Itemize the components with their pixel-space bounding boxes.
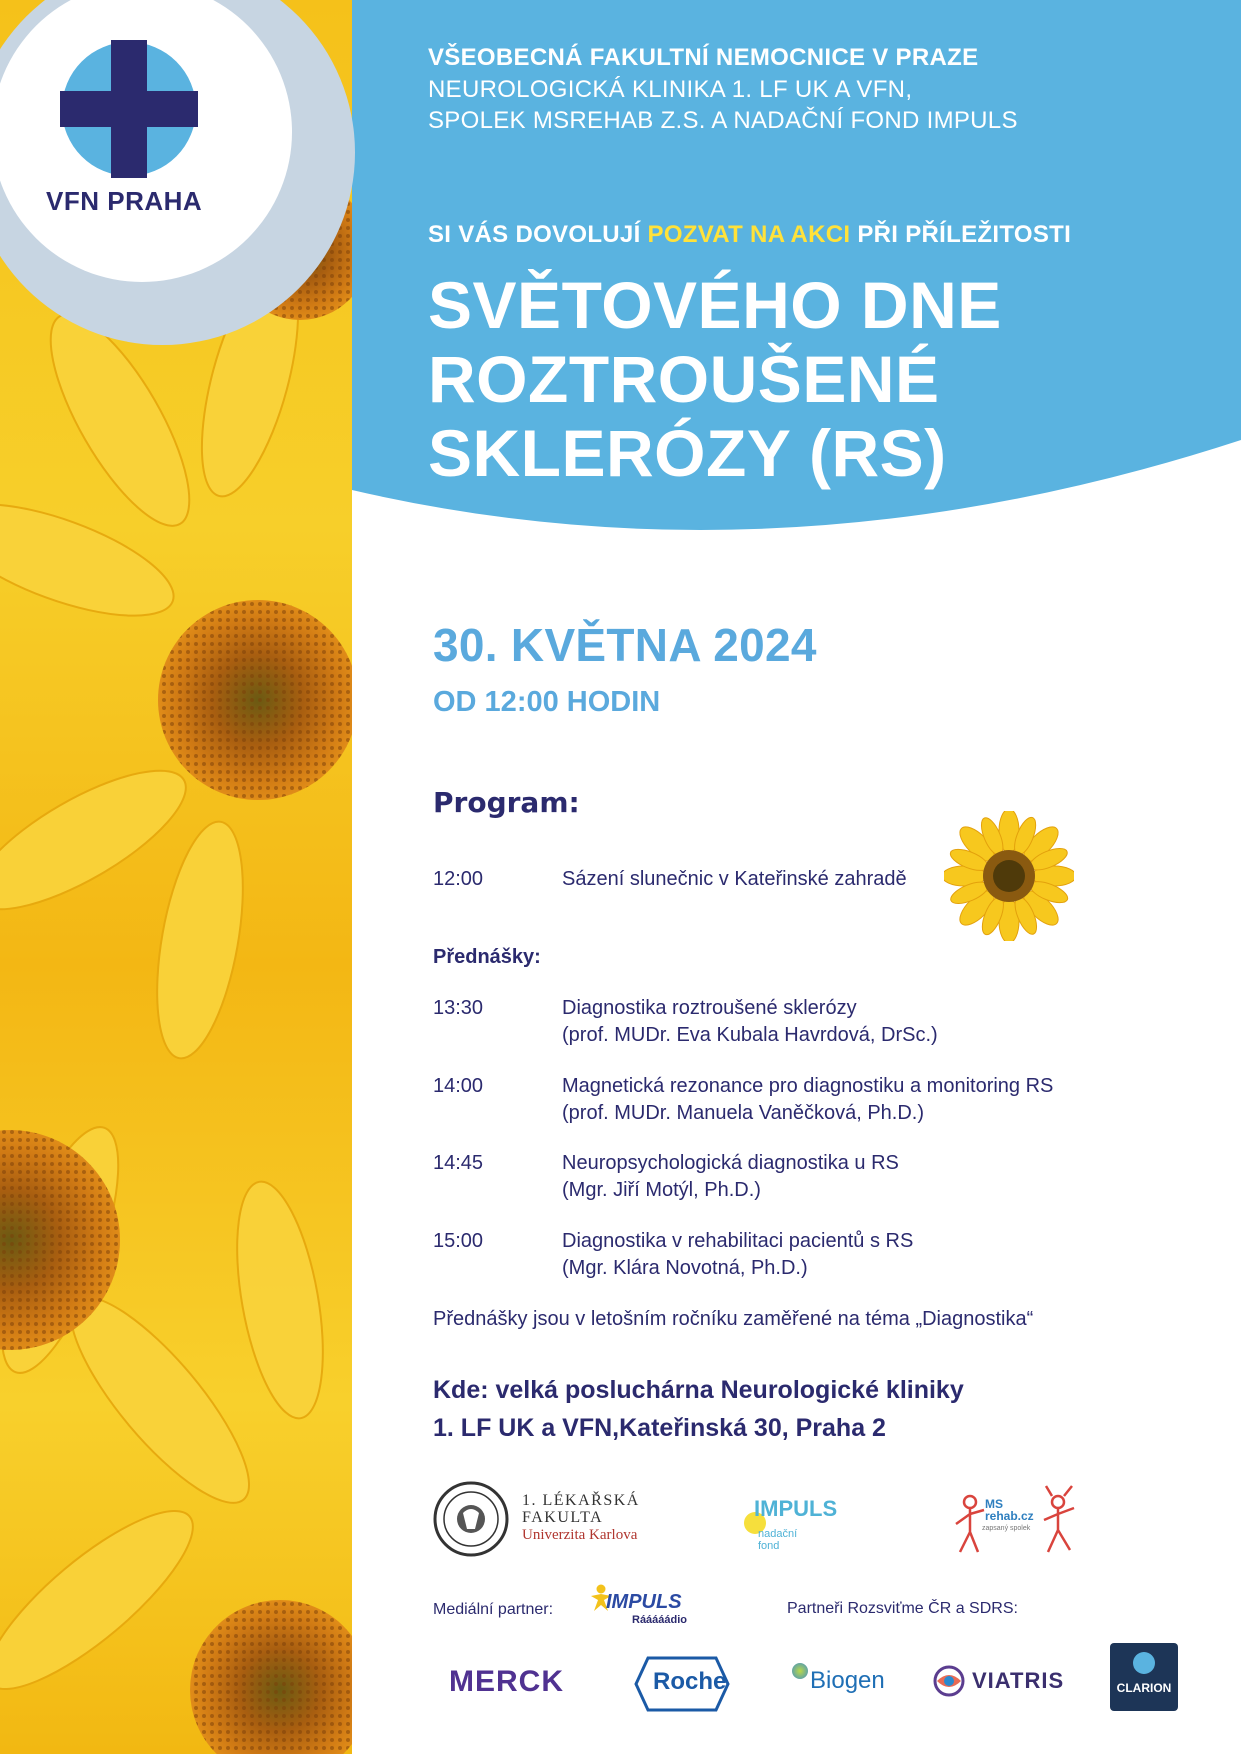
lecture-time: 14:45 bbox=[433, 1152, 484, 1174]
lecture-time: 15:00 bbox=[433, 1230, 484, 1252]
impuls-fund-name: IMPULS bbox=[754, 1496, 838, 1521]
lecture-details bbox=[562, 997, 938, 1047]
impuls-fund-sub bbox=[758, 1528, 797, 1552]
impuls-sub-2: fond bbox=[758, 1540, 780, 1552]
org-line-1: VŠEOBECNÁ FAKULTNÍ NEMOCNICE V PRAZE bbox=[428, 44, 979, 71]
title-line-3: SKLERÓZY (RS) bbox=[428, 416, 947, 490]
lecture-speaker: (Mgr. Jiří Motýl, Ph.D.) bbox=[562, 1179, 761, 1201]
lf-name-line-3: Univerzita Karlova bbox=[522, 1527, 638, 1543]
lf-uk-seal-icon bbox=[433, 1481, 509, 1557]
lecture-time: 14:00 bbox=[433, 1075, 484, 1097]
impuls-sub-1: nadační bbox=[758, 1528, 798, 1540]
radio-sub: Rááááádio bbox=[632, 1614, 688, 1626]
lf-name-line-2: FAKULTA bbox=[522, 1509, 604, 1526]
program-note: Přednášky jsou v letošním ročníku zaměřené na téma „Diagnostika“ bbox=[433, 1308, 1034, 1330]
msrehab-sub: zapsaný spolek bbox=[982, 1525, 1031, 1532]
org-line-3: SPOLEK MSREHAB Z.S. A NADAČNÍ FOND IMPULS bbox=[428, 107, 1018, 134]
invite-highlight: POZVAT NA AKCI bbox=[647, 221, 851, 248]
title-line-1: SVĚTOVÉHO DNE bbox=[428, 268, 1002, 342]
event-title bbox=[428, 268, 1002, 490]
lecture-title: Diagnostika v rehabilitaci pacientů s RS bbox=[562, 1230, 914, 1252]
viatris-globe-icon bbox=[933, 1665, 965, 1697]
title-line-2: ROZTROUŠENÉ bbox=[428, 342, 940, 416]
program-time: 12:00 bbox=[433, 868, 484, 890]
roche-logo: Roche bbox=[653, 1668, 727, 1695]
lecture-details bbox=[562, 1230, 913, 1280]
lecture-title: Neuropsychologická diagnostika u RS bbox=[562, 1152, 899, 1174]
lecture-title: Diagnostika roztroušené sklerózy bbox=[562, 997, 857, 1019]
invite-pre: SI VÁS DOVOLUJÍ bbox=[428, 221, 648, 248]
org-line-2: NEUROLOGICKÁ KLINIKA 1. LF UK A VFN, bbox=[428, 76, 913, 103]
lecture-speaker: (prof. MUDr. Manuela Vaněčková, Ph.D.) bbox=[562, 1102, 924, 1124]
merck-logo: MERCK bbox=[449, 1665, 564, 1698]
invite-post: PŘI PŘÍLEŽITOSTI bbox=[850, 221, 1072, 248]
lf-name-line-1: 1. LÉKAŘSKÁ bbox=[522, 1492, 640, 1509]
invite-line bbox=[428, 221, 1071, 249]
location-line-2: 1. LF UK a VFN,Kateřinská 30, Praha 2 bbox=[433, 1414, 886, 1442]
media-partner-label: Mediální partner: bbox=[433, 1601, 554, 1618]
msrehab-name-2: rehab.cz bbox=[985, 1509, 1034, 1523]
clarion-e-icon bbox=[1133, 1652, 1155, 1674]
radio-name: IMPULS bbox=[606, 1591, 682, 1613]
clarion-logo: CLARION bbox=[1116, 1681, 1172, 1695]
biogen-logo: Biogen bbox=[810, 1667, 885, 1694]
msrehab-name bbox=[985, 1498, 1034, 1522]
viatris-logo: VIATRIS bbox=[972, 1668, 1065, 1693]
sunflower-icon bbox=[944, 811, 1074, 941]
event-time: OD 12:00 HODIN bbox=[433, 686, 661, 718]
logo-text: VFN PRAHA bbox=[46, 186, 203, 216]
clarion-logo-box bbox=[1110, 1643, 1178, 1711]
msrehab-name-1: MS bbox=[985, 1497, 1003, 1511]
vfn-cross-icon bbox=[60, 40, 198, 178]
lectures-heading: Přednášky: bbox=[433, 946, 541, 968]
location-line-1: Kde: velká posluchárna Neurologické kliniky bbox=[433, 1376, 964, 1404]
lecture-speaker: (Mgr. Klára Novotná, Ph.D.) bbox=[562, 1257, 808, 1279]
sponsors-label: Partneři Rozsviťme ČR a SDRS: bbox=[787, 1600, 1018, 1617]
program-title: Sázení slunečnic v Kateřinské zahradě bbox=[562, 868, 907, 890]
lecture-time: 13:30 bbox=[433, 997, 484, 1019]
lecture-speaker: (prof. MUDr. Eva Kubala Havrdová, DrSc.) bbox=[562, 1024, 938, 1046]
lecture-title: Magnetická rezonance pro diagnostiku a monitoring RS bbox=[562, 1075, 1054, 1097]
event-date: 30. KVĚTNA 2024 bbox=[433, 619, 817, 671]
lecture-details bbox=[562, 1075, 1053, 1125]
program-heading: Program: bbox=[433, 786, 580, 819]
lecture-details bbox=[562, 1152, 899, 1202]
biogen-dot-icon bbox=[792, 1663, 808, 1679]
